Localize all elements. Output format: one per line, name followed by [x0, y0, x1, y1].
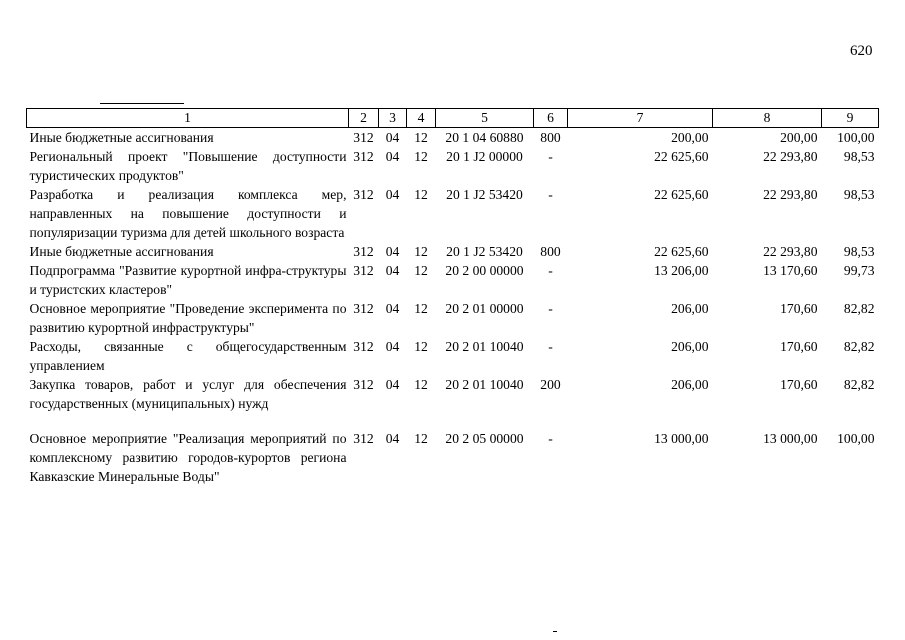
table-row	[27, 429, 879, 486]
cell-percent: 100,00	[837, 431, 875, 446]
column-header: 2	[349, 109, 379, 128]
column-header: 6	[534, 109, 568, 128]
cell-plan: 206,00	[671, 377, 709, 392]
column-header: 9	[822, 109, 879, 128]
cell-code-3: 04	[385, 187, 400, 202]
cell-code-4: 12	[414, 130, 428, 145]
table-row	[27, 337, 879, 375]
cell-actual: 22 293,80	[763, 149, 818, 164]
scan-mark	[100, 103, 184, 104]
column-header: 4	[407, 109, 436, 128]
table-header-row	[27, 109, 879, 128]
row-name: Расходы, связанные с общегосударственным управлением	[29, 339, 347, 373]
cell-code-3: 04	[385, 301, 400, 316]
cell-code-2: 312	[353, 431, 374, 446]
cell-percent: 98,53	[843, 149, 875, 164]
table-row	[27, 375, 879, 413]
row-name: Подпрограмма "Развитие курортной инфра-структуры и туристских кластеров"	[29, 263, 347, 297]
table-row	[27, 185, 879, 242]
cell-code-4: 12	[414, 377, 428, 392]
row-name: Основное мероприятие "Проведение эксперимента по развитию курортной инфраструктуры"	[29, 301, 347, 335]
cell-target-article: 20 1 J2 00000	[446, 149, 523, 164]
cell-code-2: 312	[353, 377, 374, 392]
cell-actual: 170,60	[780, 301, 818, 316]
cell-code-4: 12	[414, 149, 428, 164]
cell-plan: 22 625,60	[654, 187, 709, 202]
cell-code-3: 04	[385, 149, 400, 164]
cell-code-3: 04	[385, 339, 400, 354]
table-row	[27, 261, 879, 299]
cell-code-3: 04	[385, 377, 400, 392]
cell-code-2: 312	[353, 187, 374, 202]
cell-actual: 13 000,00	[763, 431, 818, 446]
cell-code-4: 12	[414, 339, 428, 354]
cell-code-4: 12	[414, 187, 428, 202]
cell-code-2: 312	[353, 339, 374, 354]
cell-expense-type: -	[548, 187, 553, 202]
cell-percent: 100,00	[837, 130, 875, 145]
cell-percent: 82,82	[843, 377, 875, 392]
cell-plan: 22 625,60	[654, 244, 709, 259]
cell-expense-type: -	[548, 301, 553, 316]
cell-actual: 22 293,80	[763, 244, 818, 259]
cell-plan: 206,00	[671, 301, 709, 316]
cell-actual: 22 293,80	[763, 187, 818, 202]
cell-code-2: 312	[353, 244, 374, 259]
cell-percent: 82,82	[843, 339, 875, 354]
spacer-row	[27, 413, 879, 429]
row-name: Иные бюджетные ассигнования	[29, 130, 214, 145]
column-header: 5	[436, 109, 534, 128]
table-row	[27, 299, 879, 337]
cell-actual: 170,60	[780, 339, 818, 354]
cell-percent: 98,53	[843, 244, 875, 259]
cell-plan: 22 625,60	[654, 149, 709, 164]
cell-expense-type: -	[548, 149, 553, 164]
row-name: Региональный проект "Повышение доступности туристических продуктов"	[29, 149, 347, 183]
cell-expense-type: 200	[540, 377, 561, 392]
cell-plan: 206,00	[671, 339, 709, 354]
cell-expense-type: -	[548, 431, 553, 446]
cell-expense-type: -	[548, 263, 553, 278]
row-name: Основное мероприятие "Реализация мероприятий по комплексному развитию городов-курортов региона Кавказские Минеральные Воды"	[29, 431, 347, 484]
cell-code-2: 312	[353, 263, 374, 278]
cell-expense-type: -	[548, 339, 553, 354]
column-header: 7	[568, 109, 713, 128]
table-row	[27, 128, 879, 148]
cell-expense-type: 800	[540, 244, 561, 259]
cell-target-article: 20 1 J2 53420	[446, 244, 523, 259]
cell-target-article: 20 2 00 00000	[445, 263, 524, 278]
cell-expense-type: 800	[540, 130, 561, 145]
cell-code-3: 04	[385, 263, 400, 278]
cell-plan: 13 206,00	[654, 263, 709, 278]
row-name: Иные бюджетные ассигнования	[29, 244, 214, 259]
cell-actual: 170,60	[780, 377, 818, 392]
spacer-cell	[27, 413, 879, 429]
cell-code-4: 12	[414, 431, 428, 446]
column-header: 8	[713, 109, 822, 128]
budget-table	[26, 108, 879, 486]
cell-percent: 98,53	[843, 187, 875, 202]
cell-target-article: 20 1 04 60880	[445, 130, 524, 145]
cell-target-article: 20 2 01 10040	[445, 339, 524, 354]
cell-plan: 13 000,00	[654, 431, 709, 446]
cell-actual: 200,00	[780, 130, 818, 145]
cell-code-3: 04	[385, 431, 400, 446]
cell-percent: 99,73	[843, 263, 875, 278]
cell-percent: 82,82	[843, 301, 875, 316]
cell-code-2: 312	[353, 130, 374, 145]
scan-mark	[553, 631, 557, 632]
row-name: Разработка и реализация комплекса мер, направленных на повышение доступности и популяризации туризма для детей школьного возраста	[29, 187, 347, 240]
row-name: Закупка товаров, работ и услуг для обеспечения государственных (муниципальных) нужд	[29, 377, 347, 411]
cell-target-article: 20 2 01 10040	[445, 377, 524, 392]
cell-code-4: 12	[414, 244, 428, 259]
cell-code-4: 12	[414, 263, 428, 278]
cell-code-3: 04	[385, 130, 400, 145]
column-header: 3	[379, 109, 407, 128]
table-row	[27, 242, 879, 261]
column-header: 1	[27, 109, 349, 128]
cell-actual: 13 170,60	[763, 263, 818, 278]
cell-code-4: 12	[414, 301, 428, 316]
cell-target-article: 20 2 05 00000	[445, 431, 524, 446]
cell-plan: 200,00	[671, 130, 709, 145]
page-number: 620	[850, 43, 873, 59]
cell-code-2: 312	[353, 301, 374, 316]
cell-code-2: 312	[353, 149, 374, 164]
cell-target-article: 20 2 01 00000	[445, 301, 524, 316]
cell-target-article: 20 1 J2 53420	[446, 187, 523, 202]
cell-code-3: 04	[385, 244, 400, 259]
table-row	[27, 147, 879, 185]
